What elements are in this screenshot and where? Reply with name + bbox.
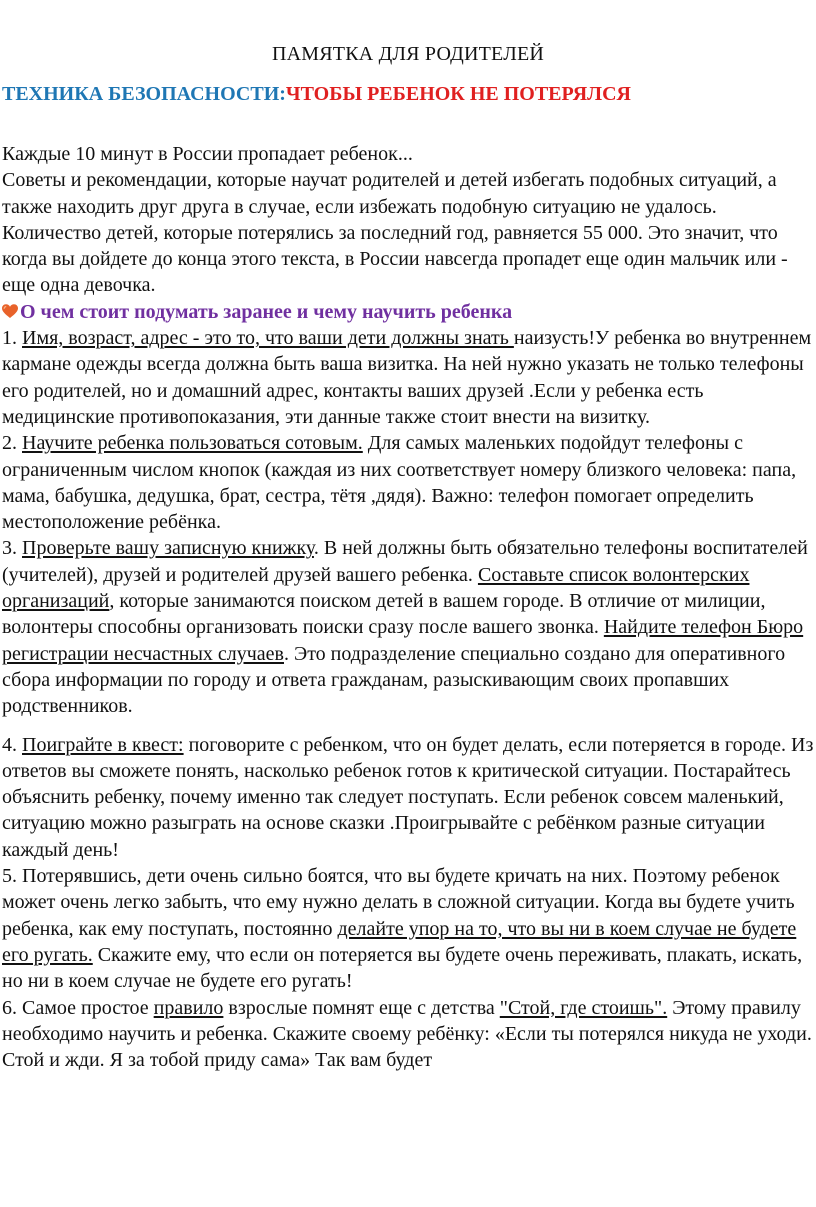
item-5-text-1: 5. Потерявшись, дети очень сильно боятся, что вы будете кричать на них. Поэтому ребенок может очень легко забыть, что ему нужно делать в сложной ситуации. Когда вы будете учить ребенка, как ему поступать, постоянно xyxy=(2,865,795,940)
item-4-underlined: Поиграйте в квест: xyxy=(22,733,184,756)
item-2-underlined: Научите ребенка пользоваться сотовым. xyxy=(22,432,363,455)
item-3-text-1: . В ней должны быть обязательно телефоны воспитателей (учителей), друзей и родителей друзей вашего ребенка. xyxy=(2,537,808,586)
item-number: 1. xyxy=(2,327,22,350)
item-3-underlined-3: Найдите телефон Бюро регистрации несчастных случаев xyxy=(2,616,804,665)
item-6-underlined-1: правило xyxy=(153,996,224,1019)
item-6-underlined-2: "Стой, где стоишь". xyxy=(499,996,668,1019)
item-6-text-1: 6. Самое простое xyxy=(2,996,154,1019)
item-4-text: поговорите с ребенком, что он будет делать, если потеряется в городе. Из ответов вы сможете понять, насколько ребенок готов к критической ситуации. Постарайтесь объяснить ребенку, почему именно так следует поступать. Если ребенок совсем маленький, ситуацию можно разыграть на основе сказки .Проигрывайте с ребёнком разные ситуации каждый день! xyxy=(2,733,814,861)
section-heading xyxy=(2,299,814,325)
item-6-text-2: взрослые помнят еще с детства xyxy=(223,996,500,1019)
subtitle-red-part: ЧТОБЫ РЕБЕНОК НЕ ПОТЕРЯЛСЯ xyxy=(285,83,631,105)
section-heading-text: О чем стоит подумать заранее и чему научить ребенка xyxy=(20,300,513,323)
paragraph-gap xyxy=(2,720,814,732)
item-number: 2. xyxy=(2,432,22,455)
item-3-underlined-1: Проверьте вашу записную книжку xyxy=(22,537,314,560)
item-1-underlined: Имя, возраст, адрес - это то, что ваши дети должны знать xyxy=(22,327,514,350)
intro-paragraph-1: Каждые 10 минут в России пропадает ребенок... xyxy=(2,143,413,165)
item-1-text: наизусть!У ребенка во внутреннем кармане одежды всегда должна быть ваша визитка. На ней нужно указать не только телефоны его родителей, но и домашний адрес, контакты ваших друзей .Если у ребенка есть медицинские противопоказания, эти данные также стоит внести на визитку. xyxy=(2,327,812,428)
item-5-underlined: делайте упор на то, что вы ни в коем случае не будете его ругать. xyxy=(2,917,797,966)
item-3-underlined-2: Составьте список волонтерских организаций xyxy=(2,563,750,613)
item-3-text-3: . Это подразделение специально создано для оперативного сбора информации по городу и ответа гражданам, разыскивающим своих пропавших родственников. xyxy=(2,642,786,718)
item-number: 4. xyxy=(2,733,22,756)
list-item-2 xyxy=(2,430,814,535)
item-5-text-2: Скажите ему, что если он потеряется вы будете очень переживать, плакать, искать, но ни в коем случае не будете его ругать! xyxy=(2,943,803,993)
list-item-4 xyxy=(2,732,814,863)
list-item-6 xyxy=(2,995,814,1074)
item-2-text: Для самых маленьких подойдут телефоны с ограниченным числом кнопок (каждая из них соответствует номеру близкого человека: папа, мама, бабушка, дедушка, брат, сестра, тётя ,дядя). Важно: телефон помогает определить местоположение ребёнка. xyxy=(2,432,797,534)
heart-icon xyxy=(2,300,18,315)
item-3-text-2: , которые занимаются поиском детей в вашем городе. В отличие от милиции, волонтеры способны организовать поиски сразу после вашего звонка. xyxy=(2,590,766,639)
intro-paragraph-3: Количество детей, которые потерялись за последний год, равняется 55 000. Это значит, что когда вы дойдете до конца этого текста, в России навсегда пропадет еще один мальчик или - еще одна девочка. xyxy=(2,221,788,297)
subtitle-blue-part: ТЕХНИКА БЕЗОПАСНОСТИ: xyxy=(2,83,286,105)
list-item-5 xyxy=(2,863,814,994)
document-subtitle xyxy=(2,82,631,106)
list-item-1 xyxy=(2,325,814,430)
intro-paragraph-2: Советы и рекомендации, которые научат родителей и детей избегать подобных ситуаций, а также находить друг друга в случае, если избежать подобную ситуацию не удалось. xyxy=(2,169,777,218)
list-item-3 xyxy=(2,535,814,719)
document-body xyxy=(2,141,814,1073)
item-6-text-3: Этому правилу необходимо научить и ребенка. Скажите своему ребёнку: «Если ты потерялся никуда не уходи. Стой и жди. Я за тобой приду сама» Так вам будет xyxy=(2,996,812,1072)
item-number: 3. xyxy=(2,537,22,560)
document-title: ПАМЯТКА ДЛЯ РОДИТЕЛЕЙ xyxy=(271,43,545,65)
